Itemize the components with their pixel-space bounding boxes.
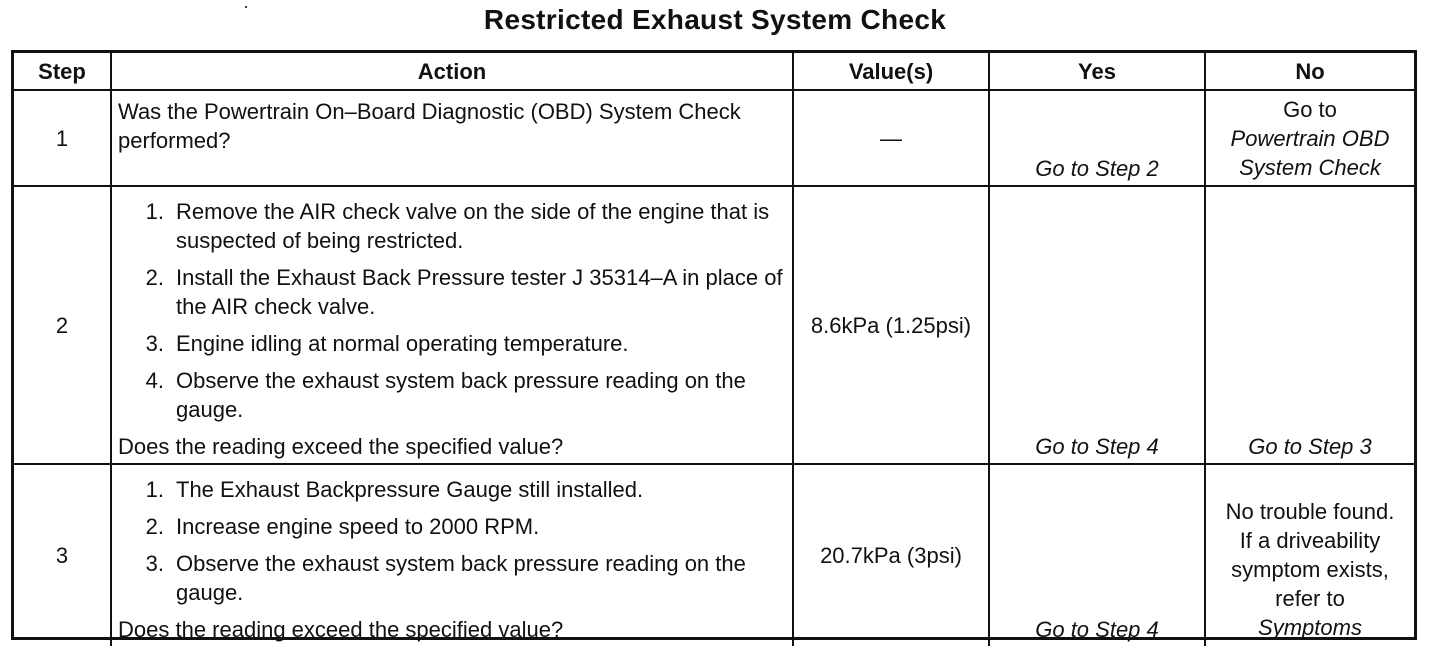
table-row [14, 186, 1414, 464]
no-line: No trouble found. [1225, 499, 1395, 524]
list-item: 1. The Exhaust Backpressure Gauge still installed. [145, 477, 644, 502]
no-line: Go to [1283, 97, 1337, 122]
no-cell: Go to Step 3 [1205, 186, 1414, 464]
value-cell: 8.6kPa (1.25psi) [793, 186, 989, 464]
action-cell [111, 90, 793, 186]
no-line: symptom exists, [1231, 557, 1389, 582]
action-steps [118, 197, 784, 432]
list-item: 2. Increase engine speed to 2000 RPM. [145, 514, 540, 539]
yes-cell: Go to Step 2 [989, 90, 1205, 186]
list-item: 3. Observe the exhaust system back pressure reading on the gauge. [145, 551, 746, 605]
step-number: 3 [14, 464, 111, 646]
header-row [14, 53, 1414, 90]
no-reference: Powertrain OBD [1230, 126, 1390, 151]
table-row [14, 90, 1414, 186]
column-header-action: Action [111, 53, 793, 90]
page-title: Restricted Exhaust System Check [483, 4, 947, 35]
action-question: Was the Powertrain On–Board Diagnostic (OBD) System Check performed? [118, 99, 741, 153]
diagnostic-grid [14, 53, 1414, 646]
diagnostic-table [11, 50, 1417, 640]
value-cell: 20.7kPa (3psi) [793, 464, 989, 646]
step-number: 2 [14, 186, 111, 464]
list-item: 2. Install the Exhaust Back Pressure tester J 35314–A in place of the AIR check valve. [145, 265, 783, 319]
list-item: 3. Engine idling at normal operating temperature. [145, 331, 629, 356]
list-item: 4. Observe the exhaust system back pressure reading on the gauge. [145, 368, 746, 422]
no-reference: Symptoms [1258, 615, 1362, 640]
column-header-no: No [1205, 53, 1414, 90]
yes-cell: Go to Step 4 [989, 464, 1205, 646]
yes-cell: Go to Step 4 [989, 186, 1205, 464]
action-steps [118, 475, 784, 615]
no-cell [1205, 464, 1414, 646]
action-cell [111, 464, 793, 646]
action-question: Does the reading exceed the specified value? [118, 617, 564, 642]
no-reference: System Check [1239, 155, 1381, 180]
value-cell: — [793, 90, 989, 186]
no-line: refer to [1275, 586, 1345, 611]
step-number: 1 [14, 90, 111, 186]
action-cell [111, 186, 793, 464]
column-header-values: Value(s) [793, 53, 989, 90]
column-header-step: Step [14, 53, 111, 90]
table-row [14, 464, 1414, 646]
no-line: If a driveability [1239, 528, 1381, 553]
action-question: Does the reading exceed the specified value? [118, 434, 564, 459]
no-cell [1205, 90, 1414, 186]
list-item: 1. Remove the AIR check valve on the side of the engine that is suspected of being restricted. [145, 199, 770, 253]
column-header-yes: Yes [989, 53, 1205, 90]
